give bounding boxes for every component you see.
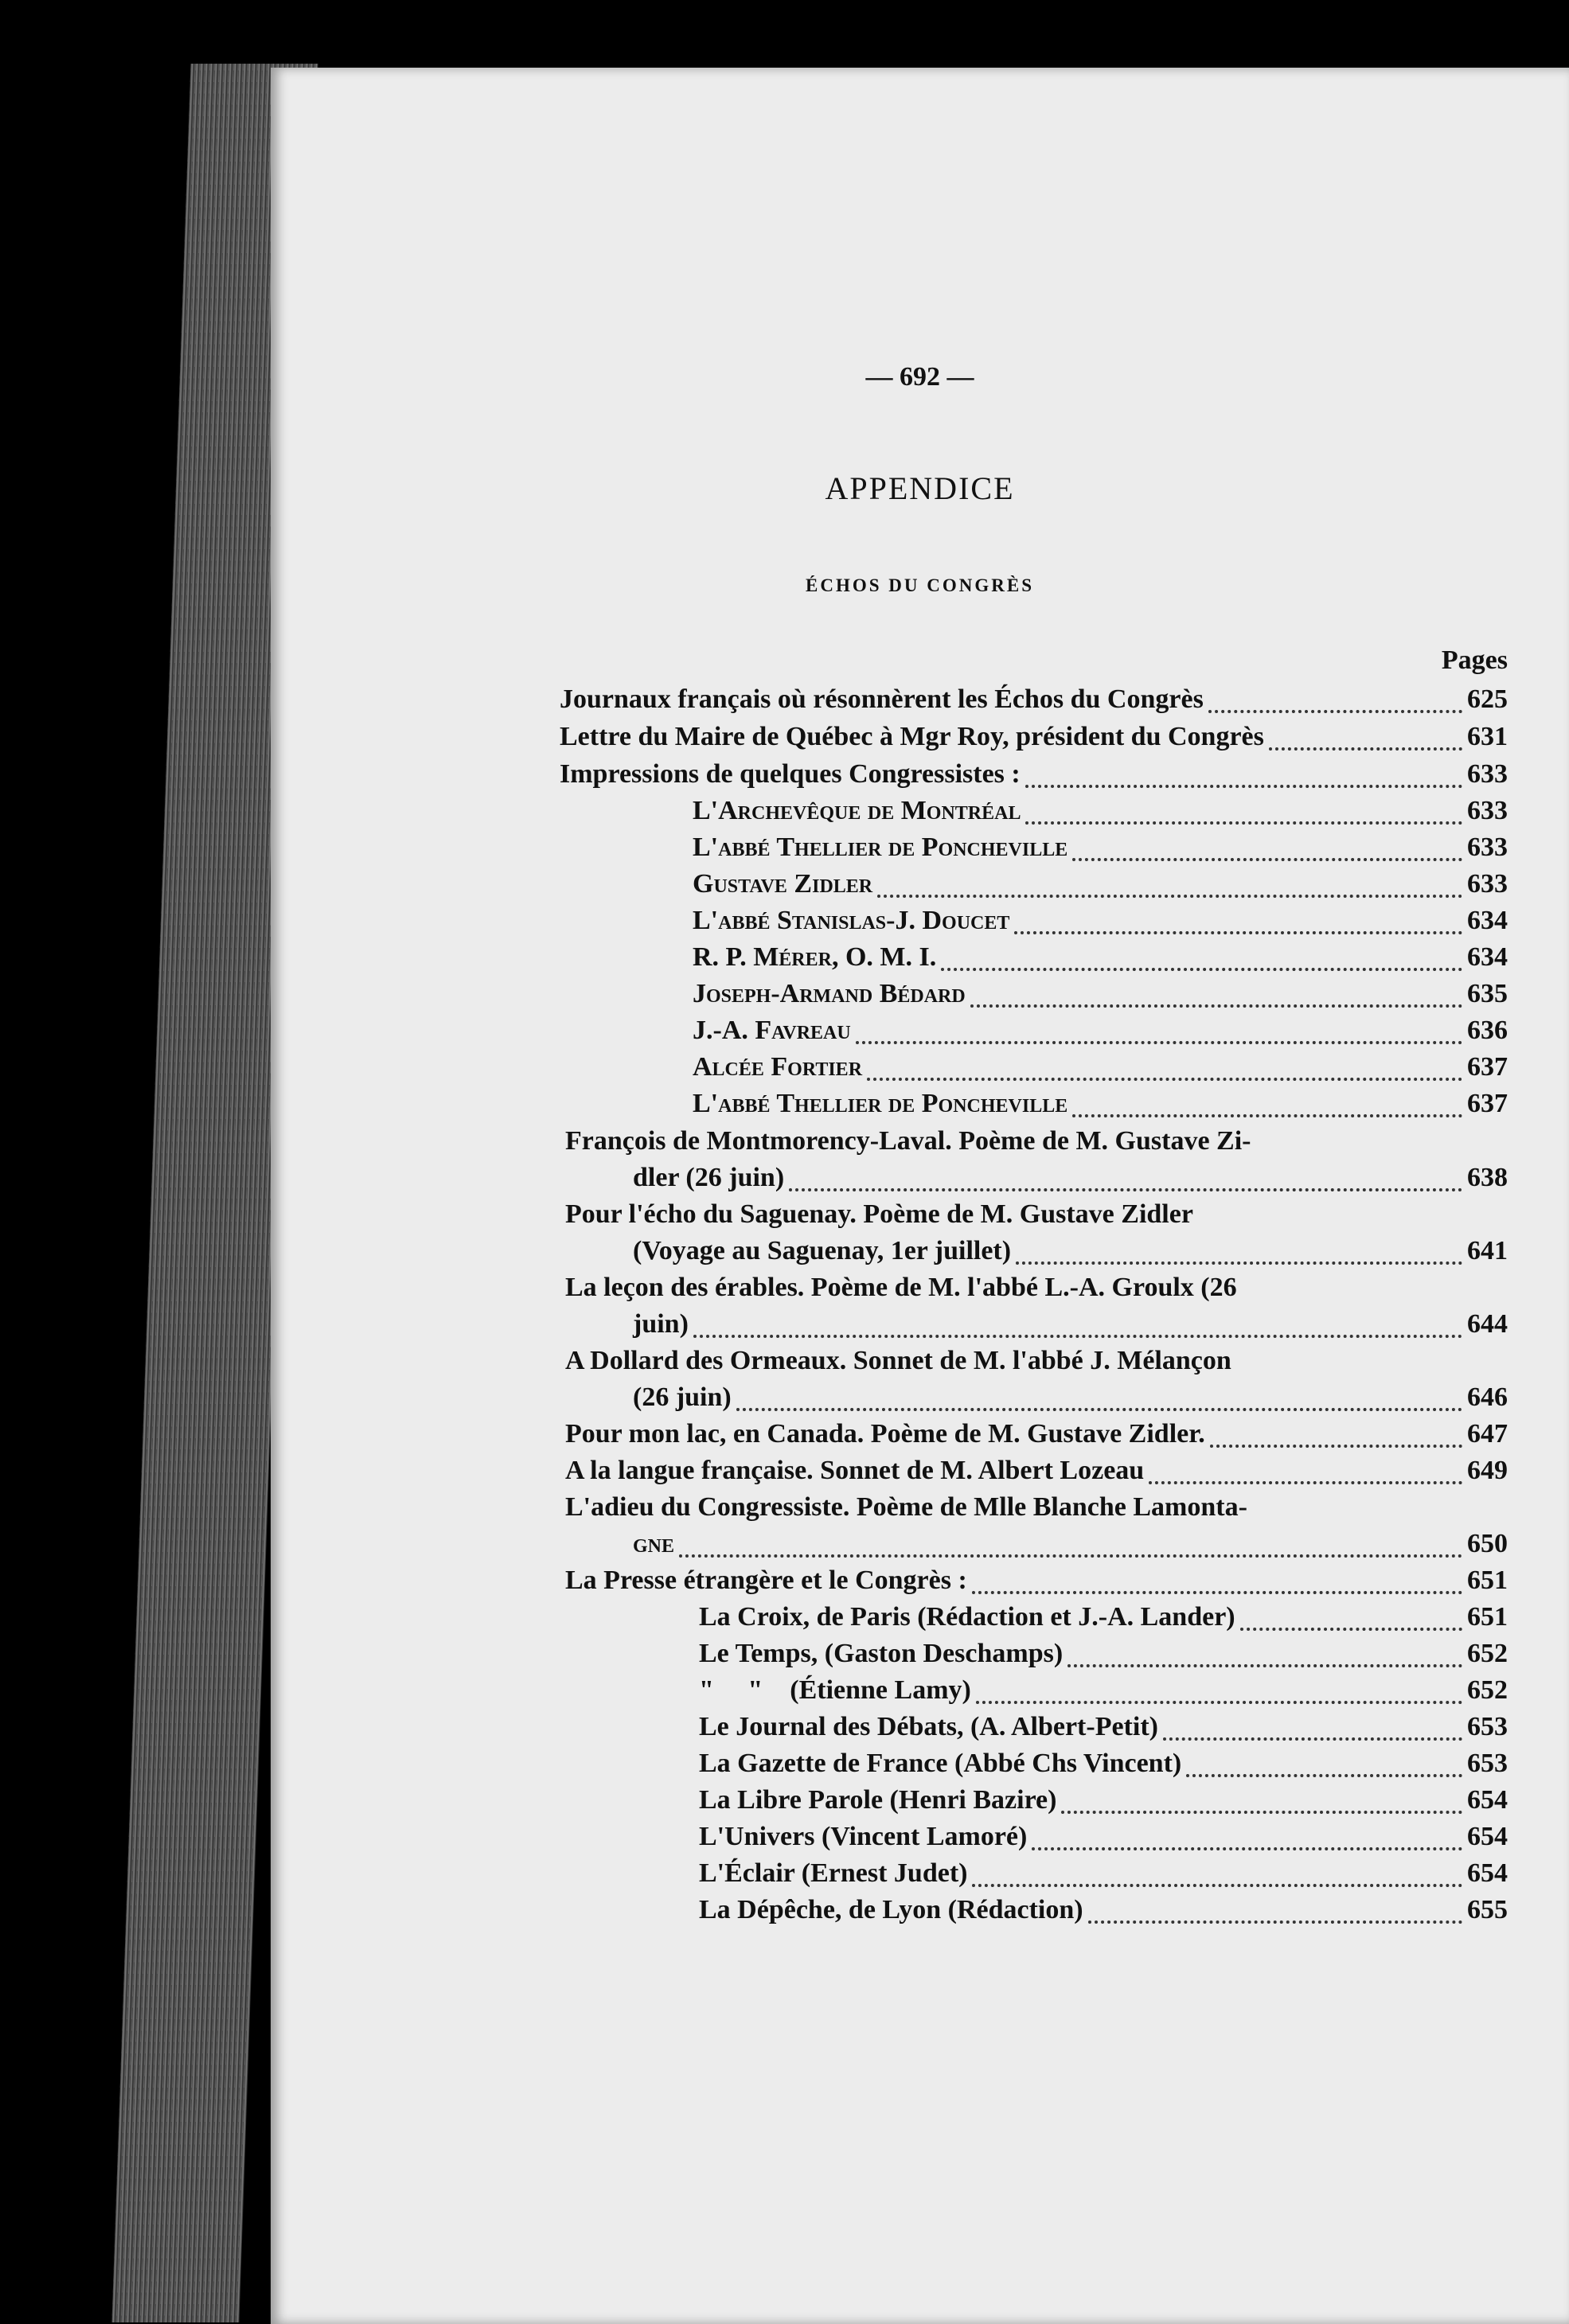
toc-entry: Joseph-Armand Bédard 635 [693, 979, 1508, 1008]
toc-entry: Gustave Zidler 633 [693, 869, 1508, 899]
toc-entry: La Presse étrangère et le Congrès : 651 [565, 1566, 1508, 1595]
toc-entry-continuation: (26 juin) 646 [633, 1382, 1508, 1412]
toc-entry: L'Éclair (Ernest Judet) 654 [699, 1858, 1508, 1888]
toc-entry: Pour l'écho du Saguenay. Poème de M. Gustave Zidler [565, 1199, 1193, 1229]
toc-entry: Le Temps, (Gaston Deschamps) 652 [699, 1639, 1508, 1668]
table-of-contents [271, 68, 1569, 2324]
book-page [271, 68, 1569, 2324]
toc-entry: " " (Étienne Lamy) 652 [699, 1675, 1508, 1705]
page-number: — 692 — [865, 362, 974, 392]
toc-entry: La Gazette de France (Abbé Chs Vincent) 653 [699, 1749, 1508, 1778]
toc-entry: A Dollard des Ormeaux. Sonnet de M. l'abbé J. Mélançon [565, 1346, 1231, 1375]
toc-entry: L'adieu du Congressiste. Poème de Mlle Blanche Lamonta- [565, 1492, 1247, 1522]
toc-entry: L'abbé Thellier de Poncheville 633 [693, 833, 1508, 862]
toc-entry-continuation: juin) 644 [633, 1309, 1508, 1339]
toc-entry: La Dépêche, de Lyon (Rédaction) 655 [699, 1895, 1508, 1924]
appendix-title: APPENDICE [825, 470, 1015, 506]
toc-entry: La Libre Parole (Henri Bazire) 654 [699, 1785, 1508, 1815]
toc-entry: La leçon des érables. Poème de M. l'abbé L.-A. Groulx (26 [565, 1273, 1237, 1302]
toc-entry: L'Archevêque de Montréal 633 [693, 796, 1508, 825]
toc-entry: R. P. Mérer, O. M. I. 634 [693, 942, 1508, 972]
toc-entry: J.-A. Favreau 636 [693, 1016, 1508, 1045]
toc-entry: L'Univers (Vincent Lamoré) 654 [699, 1822, 1508, 1851]
section-title: ÉCHOS DU CONGRÈS [806, 575, 1034, 595]
toc-entry-continuation: dler (26 juin) 638 [633, 1163, 1508, 1192]
toc-entry: A la langue française. Sonnet de M. Albert Lozeau 649 [565, 1456, 1508, 1485]
toc-entry: Impressions de quelques Congressistes : 633 [560, 759, 1508, 789]
toc-entry: Journaux français où résonnèrent les Échos du Congrès 625 [560, 684, 1508, 714]
toc-entry: Lettre du Maire de Québec à Mgr Roy, président du Congrès 631 [560, 722, 1508, 751]
toc-entry: Alcée Fortier 637 [693, 1052, 1508, 1082]
toc-entry-continuation: (Voyage au Saguenay, 1er juillet) 641 [633, 1236, 1508, 1265]
pages-column-header: Pages [1441, 645, 1508, 675]
toc-entry-continuation: gne 650 [633, 1529, 1508, 1558]
toc-entry: L'abbé Thellier de Poncheville 637 [693, 1089, 1508, 1118]
toc-entry: Le Journal des Débats, (A. Albert-Petit) 653 [699, 1712, 1508, 1741]
toc-entry: Pour mon lac, en Canada. Poème de M. Gustave Zidler. 647 [565, 1419, 1508, 1449]
toc-entry: L'abbé Stanislas-J. Doucet 634 [693, 906, 1508, 935]
toc-entry: La Croix, de Paris (Rédaction et J.-A. Lander) 651 [699, 1602, 1508, 1632]
toc-entry: François de Montmorency-Laval. Poème de M. Gustave Zi- [565, 1126, 1251, 1156]
